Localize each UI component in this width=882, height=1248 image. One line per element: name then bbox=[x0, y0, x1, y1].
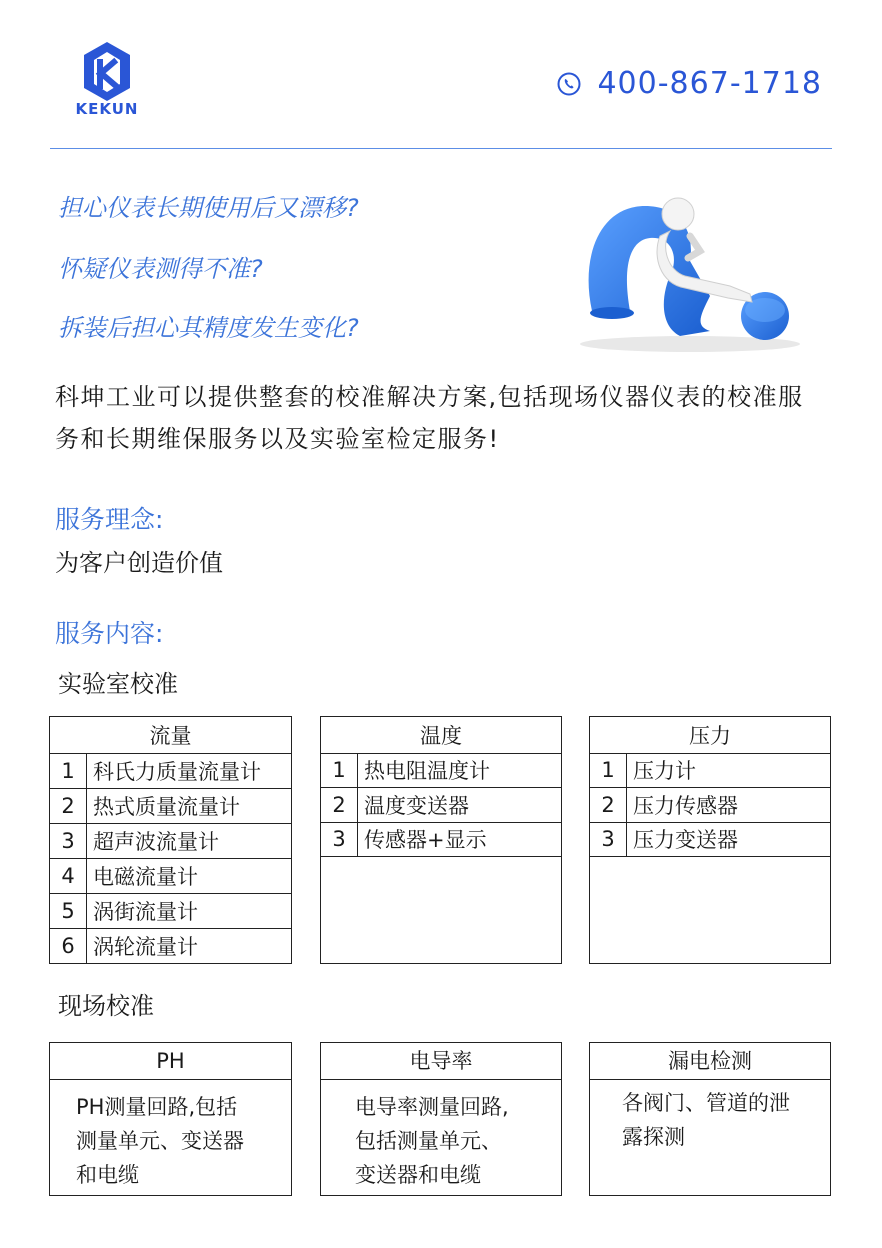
row-name: 压力传感器 bbox=[627, 788, 831, 823]
box-body bbox=[50, 1080, 291, 1192]
row-name: 涡街流量计 bbox=[87, 893, 292, 928]
pressure-table bbox=[589, 716, 831, 964]
box-line: 测量单元、变送器 bbox=[76, 1129, 244, 1153]
row-name: 科氏力质量流量计 bbox=[87, 754, 292, 789]
intro-paragraph: 科坤工业可以提供整套的校准解决方案,包括现场仪器仪表的校准服务和长期维保服务以及实验室检定服务! bbox=[55, 383, 804, 453]
table-row bbox=[321, 788, 562, 823]
table-title: 温度 bbox=[321, 717, 562, 754]
ph-box bbox=[49, 1042, 292, 1196]
row-name: 压力变送器 bbox=[627, 822, 831, 857]
service-concept-text: 为客户创造价值 bbox=[55, 549, 223, 577]
table-row bbox=[50, 859, 292, 894]
table-row bbox=[50, 754, 292, 789]
box-title: 漏电检测 bbox=[590, 1043, 830, 1080]
question-2: 怀疑仪表测得不准? bbox=[58, 255, 263, 283]
phone-text: 400-867-1718 bbox=[597, 66, 822, 101]
row-name: 热电阻温度计 bbox=[358, 753, 562, 788]
flow-table bbox=[49, 716, 292, 964]
box-line: 露探测 bbox=[622, 1125, 685, 1149]
table-row bbox=[590, 753, 831, 788]
box-line: PH测量回路,包括 bbox=[76, 1095, 238, 1119]
box-line: 电导率测量回路, bbox=[355, 1095, 509, 1119]
box-line: 包括测量单元、 bbox=[355, 1129, 502, 1153]
phone-number[interactable] bbox=[557, 66, 822, 101]
row-number: 4 bbox=[50, 859, 87, 894]
table-row bbox=[590, 822, 831, 857]
row-number: 1 bbox=[50, 754, 87, 789]
row-number: 3 bbox=[590, 822, 627, 857]
question-1: 担心仪表长期使用后又漂移? bbox=[58, 194, 359, 222]
service-content-heading: 服务内容: bbox=[55, 619, 164, 648]
row-number: 6 bbox=[50, 928, 87, 963]
box-title: PH bbox=[50, 1043, 291, 1080]
row-number: 2 bbox=[50, 789, 87, 824]
table-row bbox=[321, 753, 562, 788]
table-row bbox=[321, 822, 562, 857]
temperature-table bbox=[320, 716, 562, 964]
row-number: 5 bbox=[50, 893, 87, 928]
table-row bbox=[50, 893, 292, 928]
box-body bbox=[321, 1080, 561, 1192]
conductivity-box bbox=[320, 1042, 562, 1196]
leak-detection-box bbox=[589, 1042, 831, 1196]
row-name: 压力计 bbox=[627, 753, 831, 788]
table-row bbox=[590, 788, 831, 823]
row-number: 1 bbox=[321, 753, 358, 788]
box-line: 和电缆 bbox=[76, 1163, 139, 1187]
field-calibration-title: 现场校准 bbox=[58, 992, 154, 1020]
row-number: 2 bbox=[590, 788, 627, 823]
row-name: 超声波流量计 bbox=[87, 824, 292, 859]
box-line: 变送器和电缆 bbox=[355, 1163, 481, 1187]
table-row bbox=[50, 789, 292, 824]
table-empty-area bbox=[321, 857, 562, 964]
row-number: 3 bbox=[321, 822, 358, 857]
row-name: 涡轮流量计 bbox=[87, 928, 292, 963]
question-3: 拆装后担心其精度发生变化? bbox=[58, 314, 359, 342]
box-body bbox=[590, 1080, 830, 1154]
row-name: 热式质量流量计 bbox=[87, 789, 292, 824]
table-row bbox=[50, 824, 292, 859]
row-name: 传感器+显示 bbox=[358, 822, 562, 857]
thinking-figure-on-question-mark-illustration bbox=[560, 176, 810, 356]
row-number: 2 bbox=[321, 788, 358, 823]
service-concept-heading: 服务理念: bbox=[55, 505, 164, 534]
brand-name: KEKUN bbox=[75, 100, 139, 118]
table-empty-area bbox=[590, 857, 831, 964]
header-divider bbox=[50, 148, 832, 149]
row-name: 电磁流量计 bbox=[87, 859, 292, 894]
box-line: 各阀门、管道的泄 bbox=[622, 1091, 790, 1115]
row-name: 温度变送器 bbox=[358, 788, 562, 823]
row-number: 1 bbox=[590, 753, 627, 788]
box-title: 电导率 bbox=[321, 1043, 561, 1080]
table-row bbox=[50, 928, 292, 963]
lab-calibration-title: 实验室校准 bbox=[58, 670, 178, 698]
row-number: 3 bbox=[50, 824, 87, 859]
table-title: 流量 bbox=[50, 717, 292, 754]
phone-icon bbox=[557, 72, 581, 96]
table-title: 压力 bbox=[590, 717, 831, 754]
